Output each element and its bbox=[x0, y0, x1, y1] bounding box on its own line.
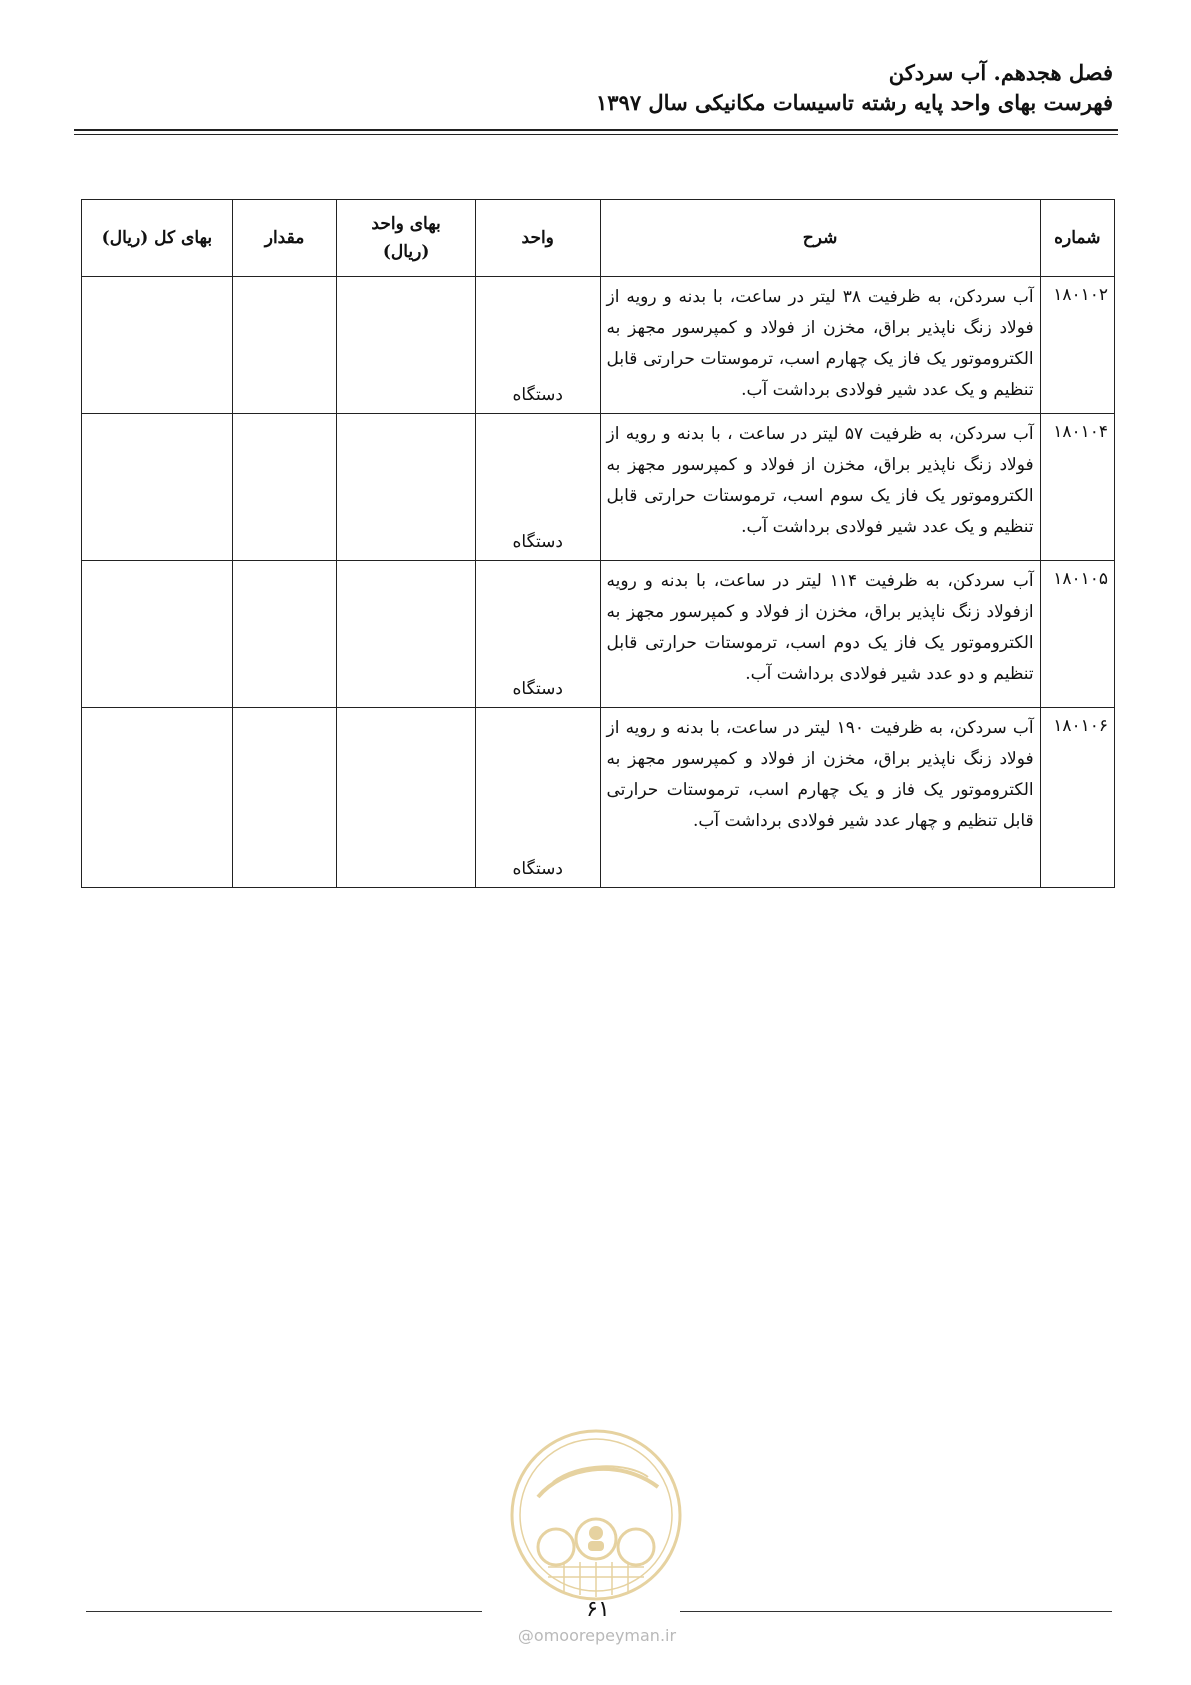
row-description: آب سردکن، به ظرفیت ۳۸ لیتر در ساعت، با بدنه و رویه از فولاد زنگ ناپذیر براق، مخزن از فولاد و کمپرسور مجهز به الکتروموتور یک فاز یک چهارم اسب، ترموستات حرارتی قابل تنظیم و یک عدد شیر فولادی برداشت آب. bbox=[600, 277, 1040, 414]
row-unit: دستگاه bbox=[475, 708, 600, 888]
footer-rule-left bbox=[86, 1611, 482, 1612]
price-table bbox=[81, 199, 1115, 888]
table-row bbox=[82, 561, 1115, 708]
table-header-row bbox=[82, 200, 1115, 277]
website-watermark: @omoorepeyman.ir bbox=[517, 1626, 677, 1645]
row-quantity bbox=[232, 414, 337, 561]
row-unit: دستگاه bbox=[475, 561, 600, 708]
row-quantity bbox=[232, 561, 337, 708]
row-total-price bbox=[82, 561, 233, 708]
row-unit: دستگاه bbox=[475, 414, 600, 561]
row-unit-price bbox=[337, 277, 476, 414]
row-description: آب سردکن، به ظرفیت ۵۷ لیتر در ساعت ، با بدنه و رویه از فولاد زنگ ناپذیر براق، مخزن از فولاد و کمپرسور مجهز به الکتروموتور یک فاز یک سوم اسب، ترموستات حرارتی قابل تنظیم و یک عدد شیر فولادی برداشت آب. bbox=[600, 414, 1040, 561]
row-description: آب سردکن، به ظرفیت ۱۱۴ لیتر در ساعت، با بدنه و رویه ازفولاد زنگ ناپذیر براق، مخزن از فولاد و کمپرسور مجهز به الکتروموتور یک فاز یک دوم اسب، ترموستات حرارتی قابل تنظیم و دو عدد شیر فولادی برداشت آب. bbox=[600, 561, 1040, 708]
header-description: شرح bbox=[600, 200, 1040, 277]
table-row bbox=[82, 414, 1115, 561]
header-unit: واحد bbox=[475, 200, 600, 277]
row-unit-price bbox=[337, 708, 476, 888]
header-unit-price-currency: (ریال) bbox=[382, 242, 430, 262]
footer-rule-right bbox=[680, 1611, 1112, 1612]
omoore-peyman-logo-icon bbox=[508, 1427, 684, 1603]
header-total-price: بهای کل (ریال) bbox=[82, 200, 233, 277]
price-list-subtitle: فهرست بهای واحد پایه رشته تاسیسات مکانیکی سال ۱۳۹۷ bbox=[595, 90, 1113, 115]
page-number: ۶۱ bbox=[586, 1597, 610, 1622]
row-total-price bbox=[82, 708, 233, 888]
header-quantity: مقدار bbox=[232, 200, 337, 277]
row-unit-price bbox=[337, 414, 476, 561]
row-quantity bbox=[232, 708, 337, 888]
row-number: ۱۸۰۱۰۲ bbox=[1040, 277, 1114, 414]
table-row bbox=[82, 277, 1115, 414]
row-number: ۱۸۰۱۰۶ bbox=[1040, 708, 1114, 888]
row-number: ۱۸۰۱۰۴ bbox=[1040, 414, 1114, 561]
row-total-price bbox=[82, 277, 233, 414]
header-number: شماره bbox=[1040, 200, 1114, 277]
header-rule-thin bbox=[74, 134, 1118, 135]
row-unit: دستگاه bbox=[475, 277, 600, 414]
row-description: آب سردکن، به ظرفیت ۱۹۰ لیتر در ساعت، با بدنه و رویه از فولاد زنگ ناپذیر براق، مخزن از فولاد و کمپرسور مجهز به الکتروموتور یک فاز و یک چهارم اسب، ترموستات حرارتی قابل تنظیم و چهار عدد شیر فولادی برداشت آب. bbox=[600, 708, 1040, 888]
row-total-price bbox=[82, 414, 233, 561]
header-unit-price-label: بهای واحد bbox=[371, 214, 441, 234]
row-unit-price bbox=[337, 561, 476, 708]
chapter-title: فصل هجدهم. آب سردکن bbox=[888, 60, 1113, 85]
row-number: ۱۸۰۱۰۵ bbox=[1040, 561, 1114, 708]
table-row bbox=[82, 708, 1115, 888]
row-quantity bbox=[232, 277, 337, 414]
page-header bbox=[73, 58, 1113, 118]
header-unit-price bbox=[337, 200, 476, 277]
header-rule-thick bbox=[74, 129, 1118, 131]
